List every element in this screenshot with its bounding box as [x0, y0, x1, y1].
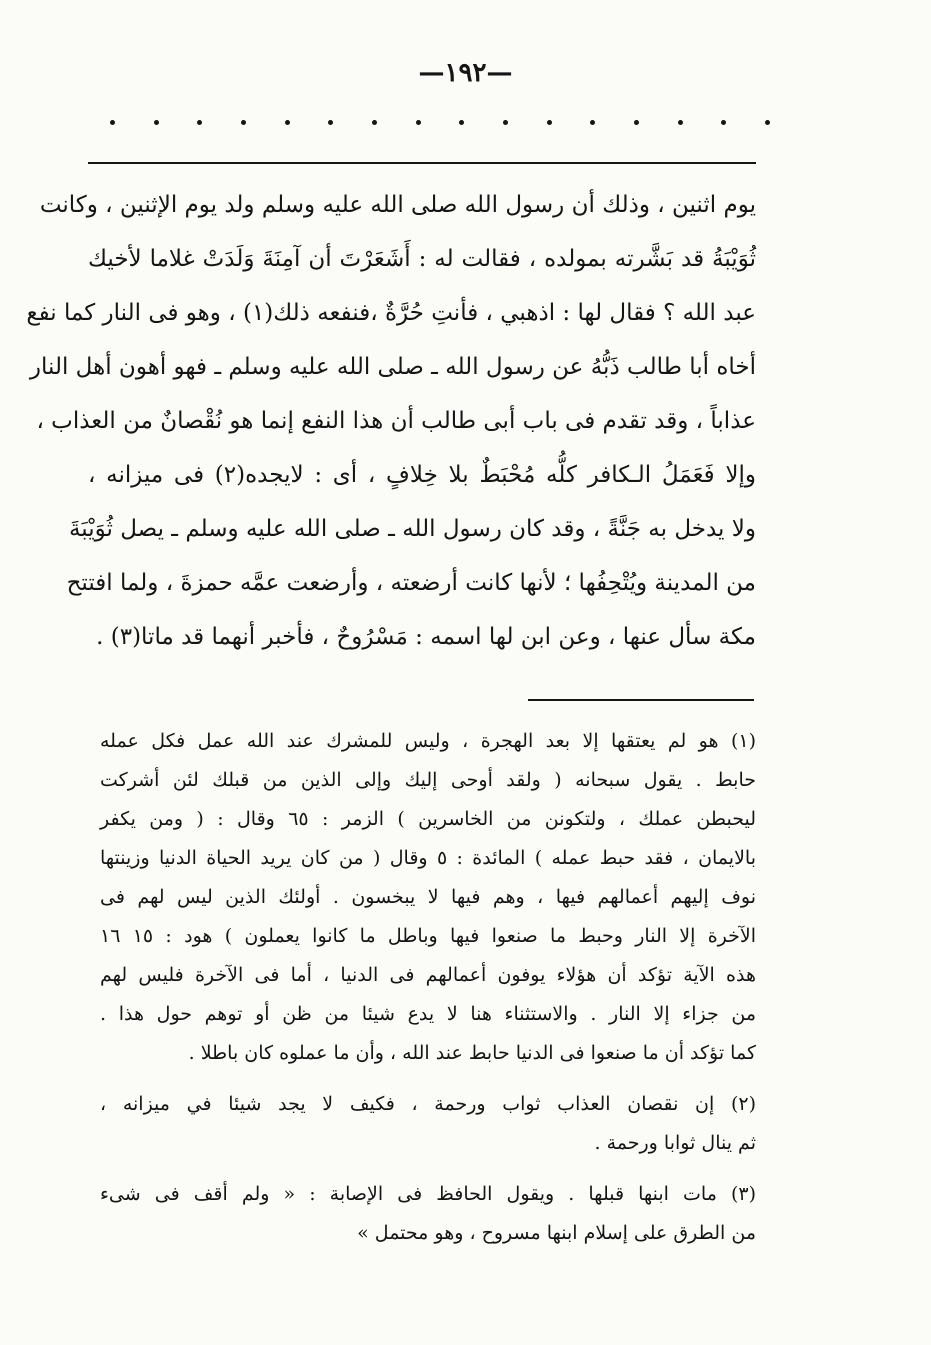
footnote-line: (٢) إن نقصان العذاب ثواب ورحمة ، فكيف لا يجد شيئا في ميزانه ، [100, 1093, 756, 1115]
footnote-separator [528, 699, 754, 701]
footnote-line: كما تؤكد أن ما صنعوا فى الدنيا حابط عند الله ، وأن ما عملوه كان باطلا . [188, 1042, 756, 1064]
divider-dot [765, 120, 770, 125]
main-text-line: يوم اثنين ، وذلك أن رسول الله صلى الله عليه وسلم ولد يوم الإثنين ، وكانت [39, 192, 756, 218]
divider-dot [416, 120, 421, 125]
footnote-line: بالايمان ، فقد حبط عمله ) المائدة : ٥ وقال ( من كان يريد الحياة الدنيا وزينتها [100, 847, 756, 869]
footnote-line: من الطرق على إسلام ابنها مسروح ، وهو محتمل » [357, 1222, 756, 1244]
divider-dot [634, 120, 639, 125]
divider-dot [678, 120, 683, 125]
footnote-spacer [100, 1073, 756, 1085]
footnote-line: حابط . يقول سبحانه ( ولقد أوحى إليك وإلى الذين من قبلك لئن أشركت [100, 769, 756, 791]
footnote-line: الآخرة إلا النار وحبط ما صنعوا فيها وباطل ما كانوا يعملون ) هود : ١٥ ١٦ [100, 925, 756, 947]
divider-dot [372, 120, 377, 125]
footnote-line: ثم ينال ثوابا ورحمة . [594, 1132, 756, 1154]
divider-dot [285, 120, 290, 125]
footnote-spacer [100, 1163, 756, 1175]
ornamental-dot-divider [110, 120, 770, 125]
main-text-line: عبد الله ؟ فقال لها : اذهبي ، فأنتِ حُرَّةٌ ،فنفعه ذلك(١) ، وهو فى النار كما نفع [26, 300, 756, 326]
footnotes [100, 722, 756, 1253]
divider-dot [328, 120, 333, 125]
divider-dot [547, 120, 552, 125]
main-text-line: ثُوَيْبَةُ قد بَشَّرته بمولده ، فقالت له : أَشَعَرْتَ أن آمِنَةَ وَلَدَتْ غلاما لأخيك [88, 246, 756, 272]
main-text [26, 178, 756, 664]
footnote-line: (١) هو لم يعتقها إلا بعد الهجرة ، وليس للمشرك عند الله عمل فكل عمله [100, 730, 756, 752]
divider-dot [590, 120, 595, 125]
divider-dot [154, 120, 159, 125]
main-text-line: ولا يدخل به جَنَّةً ، وقد كان رسول الله ـ صلى الله عليه وسلم ـ يصل ثُوَيْبَةَ [68, 516, 756, 542]
divider-dot [197, 120, 202, 125]
main-text-line: من المدينة ويُتْحِفُها ؛ لأنها كانت أرضعته ، وأرضعت عمَّه حمزةَ ، ولما افتتح [66, 570, 756, 596]
footnote-1 [100, 722, 756, 1073]
divider-dot [110, 120, 115, 125]
main-text-line: عذاباً ، وقد تقدم فى باب أبى طالب أن هذا النفع إنما هو نُقْصانٌ من العذاب ، [36, 408, 756, 434]
footnote-line: ليحبطن عملك ، ولتكونن من الخاسرين ) الزمر : ٦٥ وقال : ( ومن يكفر [100, 808, 756, 830]
footnote-3 [100, 1175, 756, 1253]
divider-dot [503, 120, 508, 125]
page-number: —١٩٢— [418, 58, 513, 88]
divider-dot [241, 120, 246, 125]
main-text-line: أخاه أبا طالب ذَبُّهُ عن رسول الله ـ صلى الله عليه وسلم ـ فهو أهون أهل النار [29, 354, 756, 380]
footnote-2 [100, 1085, 756, 1163]
footnote-line: (٣) مات ابنها قبلها . ويقول الحافظ فى الإصابة : « ولم أقف فى شىء [100, 1183, 756, 1205]
footnote-line: نوف إليهم أعمالهم فيها ، وهم فيها لا يبخسون . أولئك الذين ليس لهم فى [100, 886, 756, 908]
main-text-line: وإلا فَعَمَلُ الـكافر كلُّه مُحْبَطٌ بلا خِلافٍ ، أى : لايجده(٢) فى ميزانه ، [88, 462, 756, 488]
divider-dot [721, 120, 726, 125]
footnote-line: من جزاء إلا النار . والاستثناء هنا لا يدع شيئا من ظن أو توهم حول هذا . [100, 1003, 756, 1025]
footnote-line: هذه الآية تؤكد أن هؤلاء يوفون أعمالهم فى الدنيا ، أما فى الآخرة فليس لهم [100, 964, 756, 986]
divider-dot [459, 120, 464, 125]
header-rule [88, 162, 756, 164]
main-text-line: مكة سأل عنها ، وعن ابن لها اسمه : مَسْرُوحٌ ، فأخبر أنهما قد ماتا(٣) . [96, 624, 756, 650]
